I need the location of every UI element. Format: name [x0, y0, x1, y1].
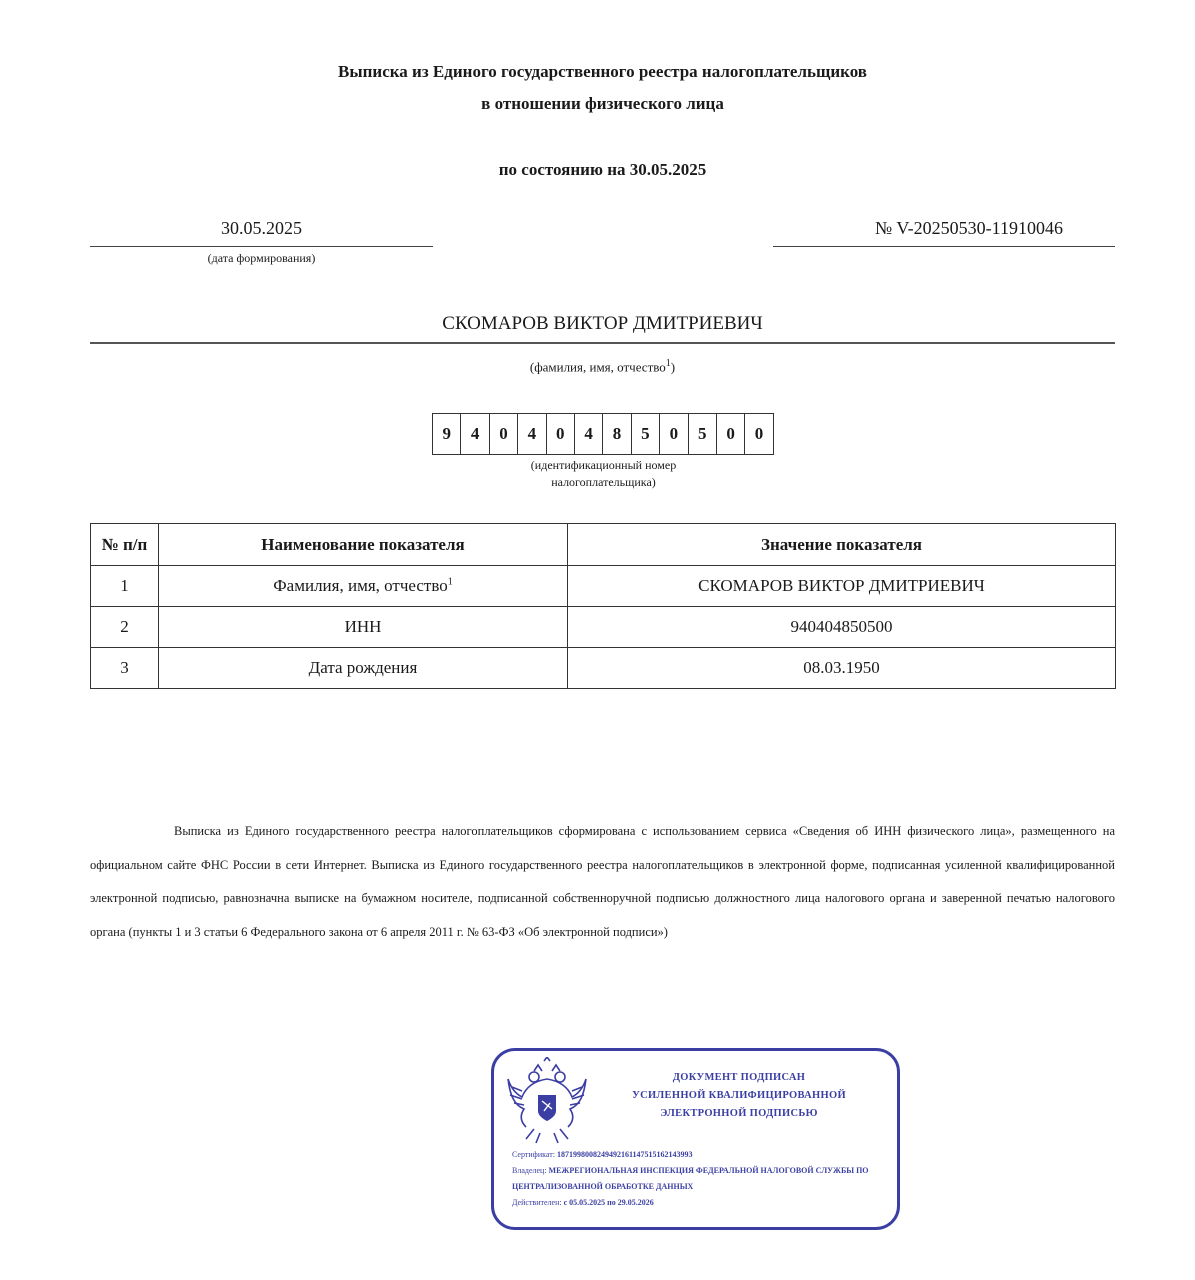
inn-digit-box: 5: [689, 414, 717, 454]
row-number: 1: [91, 566, 159, 607]
stamp-details: [512, 1147, 882, 1211]
row-name: Фамилия, имя, отчество$^1$: [159, 566, 568, 607]
underline: [90, 246, 433, 247]
row-name: ИНН: [159, 607, 568, 648]
underline: [773, 246, 1115, 247]
table-row: [91, 607, 1116, 648]
inn-digit-box: 0: [717, 414, 745, 454]
certificate-line: Сертификат: 1871998008249492161147515162143993: [512, 1150, 693, 1159]
row-number: 3: [91, 648, 159, 689]
full-name-caption: (фамилия, имя, отчество$^1$): [529, 358, 676, 375]
row-number: 2: [91, 607, 159, 648]
inn-digit-box: 0: [547, 414, 575, 454]
validity-line: Действителен: с 05.05.2025 по 29.05.2026: [512, 1198, 654, 1207]
inn-digit-box: 0: [754, 424, 764, 443]
inn-digit-box: 5: [632, 414, 660, 454]
electronic-signature-stamp: [491, 1048, 900, 1230]
table-row: [91, 648, 1116, 689]
inn-caption: (идентификационный номер налогоплательщика): [530, 458, 677, 489]
document-number-field: [773, 216, 1115, 247]
owner-line: Владелец: МЕЖРЕГИОНАЛЬНАЯ ИНСПЕКЦИЯ ФЕДЕРАЛЬНОЙ НАЛОГОВОЙ СЛУЖБЫ ПО ЦЕНТРАЛИЗОВАННОЙ ОБРАБОТКЕ ДАННЫХ: [512, 1166, 869, 1191]
inn-digit-box: 8: [603, 414, 631, 454]
full-name: СКОМАРОВ ВИКТОР ДМИТРИЕВИЧ: [442, 313, 763, 334]
underline: [90, 342, 1115, 344]
inn-digit-box: 0: [660, 414, 688, 454]
row-value: 940404850500: [568, 607, 1116, 648]
legal-note: Выписка из Единого государственного реестра налогоплательщиков сформирована с использованием сервиса «Сведения об ИНН физического лица», размещенного на официальном сайте ФНС России в сети Интернет. Выписка из Единого государственного реестра налогоплательщиков в электронной форме, подписанная усиленной квалифицированной электронной подписью, равнозначна выписке на бумажном носителе, подписанной собственноручной подписью должностного лица налогового органа и заверенной печатью налогового органа (пункты 1 и 3 статьи 6 Федерального закона от 6 апреля 2011 г. № 63-ФЗ «Об электронной подписи»): [90, 824, 1115, 939]
inn-digit-box: 4: [461, 414, 489, 454]
formation-date-field: [90, 216, 433, 266]
formation-date-caption: (дата формирования): [207, 251, 316, 265]
inn-digit-box: 9: [433, 414, 461, 454]
inn-digit-box: 4: [575, 414, 603, 454]
header-number: № п/п: [91, 524, 159, 566]
inn-digit-boxes: [432, 413, 774, 455]
row-name: Дата рождения: [159, 648, 568, 689]
row-value: 08.03.1950: [568, 648, 1116, 689]
formation-date: 30.05.2025: [221, 218, 302, 238]
table-row: [91, 566, 1116, 607]
inn-digit-box: 4: [518, 414, 546, 454]
full-name-field: [90, 312, 1115, 375]
header-indicator-value: Значение показателя: [568, 524, 1116, 566]
document-title-line2: в отношении физического лица: [481, 94, 724, 113]
document-title-line1: Выписка из Единого государственного реестра налогоплательщиков: [338, 62, 867, 81]
header-indicator-name: Наименование показателя: [159, 524, 568, 566]
indicators-table: [90, 523, 1116, 689]
stamp-heading: ДОКУМЕНТ ПОДПИСАН УСИЛЕННОЙ КВАЛИФИЦИРОВАННОЙ ЭЛЕКТРОННОЙ ПОДПИСЬЮ: [632, 1072, 846, 1119]
double-headed-eagle-emblem-icon: [504, 1057, 590, 1147]
row-value: СКОМАРОВ ВИКТОР ДМИТРИЕВИЧ: [568, 566, 1116, 607]
table-header-row: [91, 524, 1116, 566]
document-number: № V-20250530-11910046: [874, 218, 1063, 238]
inn-digit-box: 0: [490, 414, 518, 454]
as-of-date: по состоянию на 30.05.2025: [498, 160, 707, 179]
